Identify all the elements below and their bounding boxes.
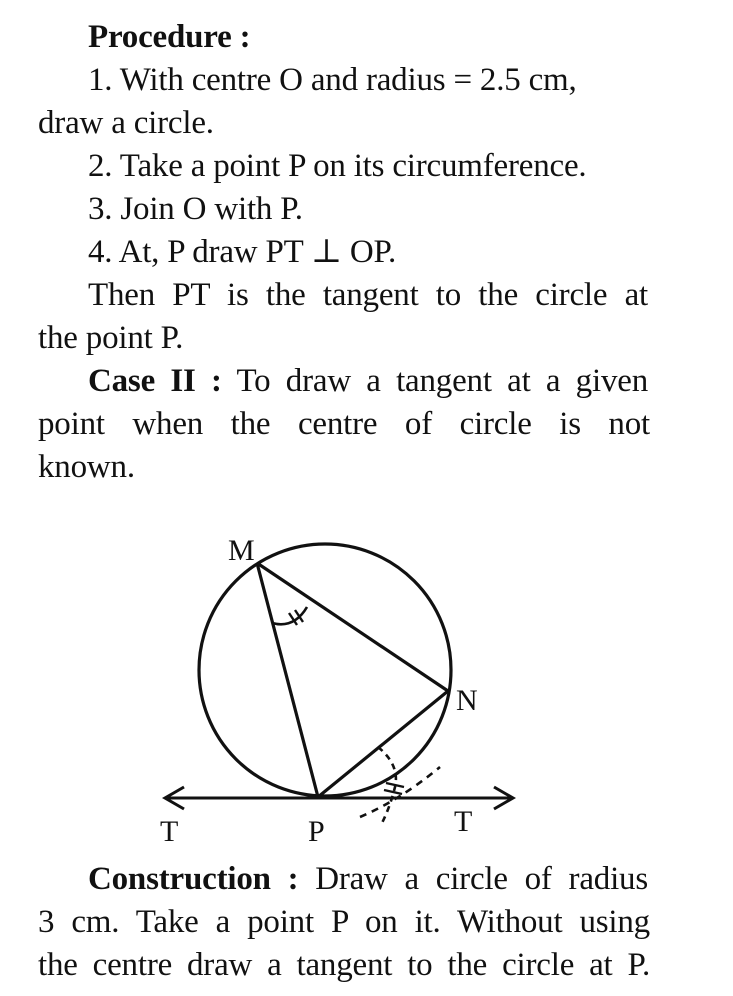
construction-text-line2: 3 cm. Take a point P on it. Without using bbox=[38, 904, 650, 940]
case2-label: Case II : bbox=[88, 363, 222, 399]
tangent-construction-figure bbox=[150, 525, 530, 855]
procedure-step-1-cont: draw a circle. bbox=[38, 105, 214, 141]
case2-text-line2: point when the centre of circle is not bbox=[38, 406, 650, 442]
label-t-right: T bbox=[454, 805, 473, 838]
case2-intro bbox=[88, 360, 648, 402]
label-m: M bbox=[228, 534, 255, 567]
procedure-step-3: 3. Join O with P. bbox=[88, 191, 303, 227]
construction-label: Construction : bbox=[88, 861, 299, 897]
label-t-left: T bbox=[160, 815, 179, 848]
construction-arc-cross bbox=[360, 767, 440, 817]
label-p: P bbox=[308, 815, 325, 848]
case2-text: To draw a tangent at a given bbox=[236, 363, 648, 399]
procedure-conclusion-cont: the point P. bbox=[38, 320, 184, 356]
procedure-step-2: 2. Take a point P on its circumference. bbox=[88, 148, 587, 184]
construction-text: Draw a circle of radius bbox=[315, 861, 648, 897]
label-n: N bbox=[456, 684, 478, 717]
construction-text-line3: the centre draw a tangent to the circle at P. bbox=[38, 947, 650, 983]
procedure-step-1: 1. With centre O and radius = 2.5 cm, bbox=[88, 62, 577, 98]
procedure-conclusion: Then PT is the tangent to the circle at bbox=[88, 277, 648, 313]
case2-text-line3: known. bbox=[38, 449, 135, 485]
construction-intro bbox=[88, 858, 648, 900]
procedure-step-4: 4. At, P draw PT ⊥ OP. bbox=[88, 234, 397, 270]
circle bbox=[199, 544, 451, 796]
procedure-heading: Procedure : bbox=[88, 19, 251, 55]
